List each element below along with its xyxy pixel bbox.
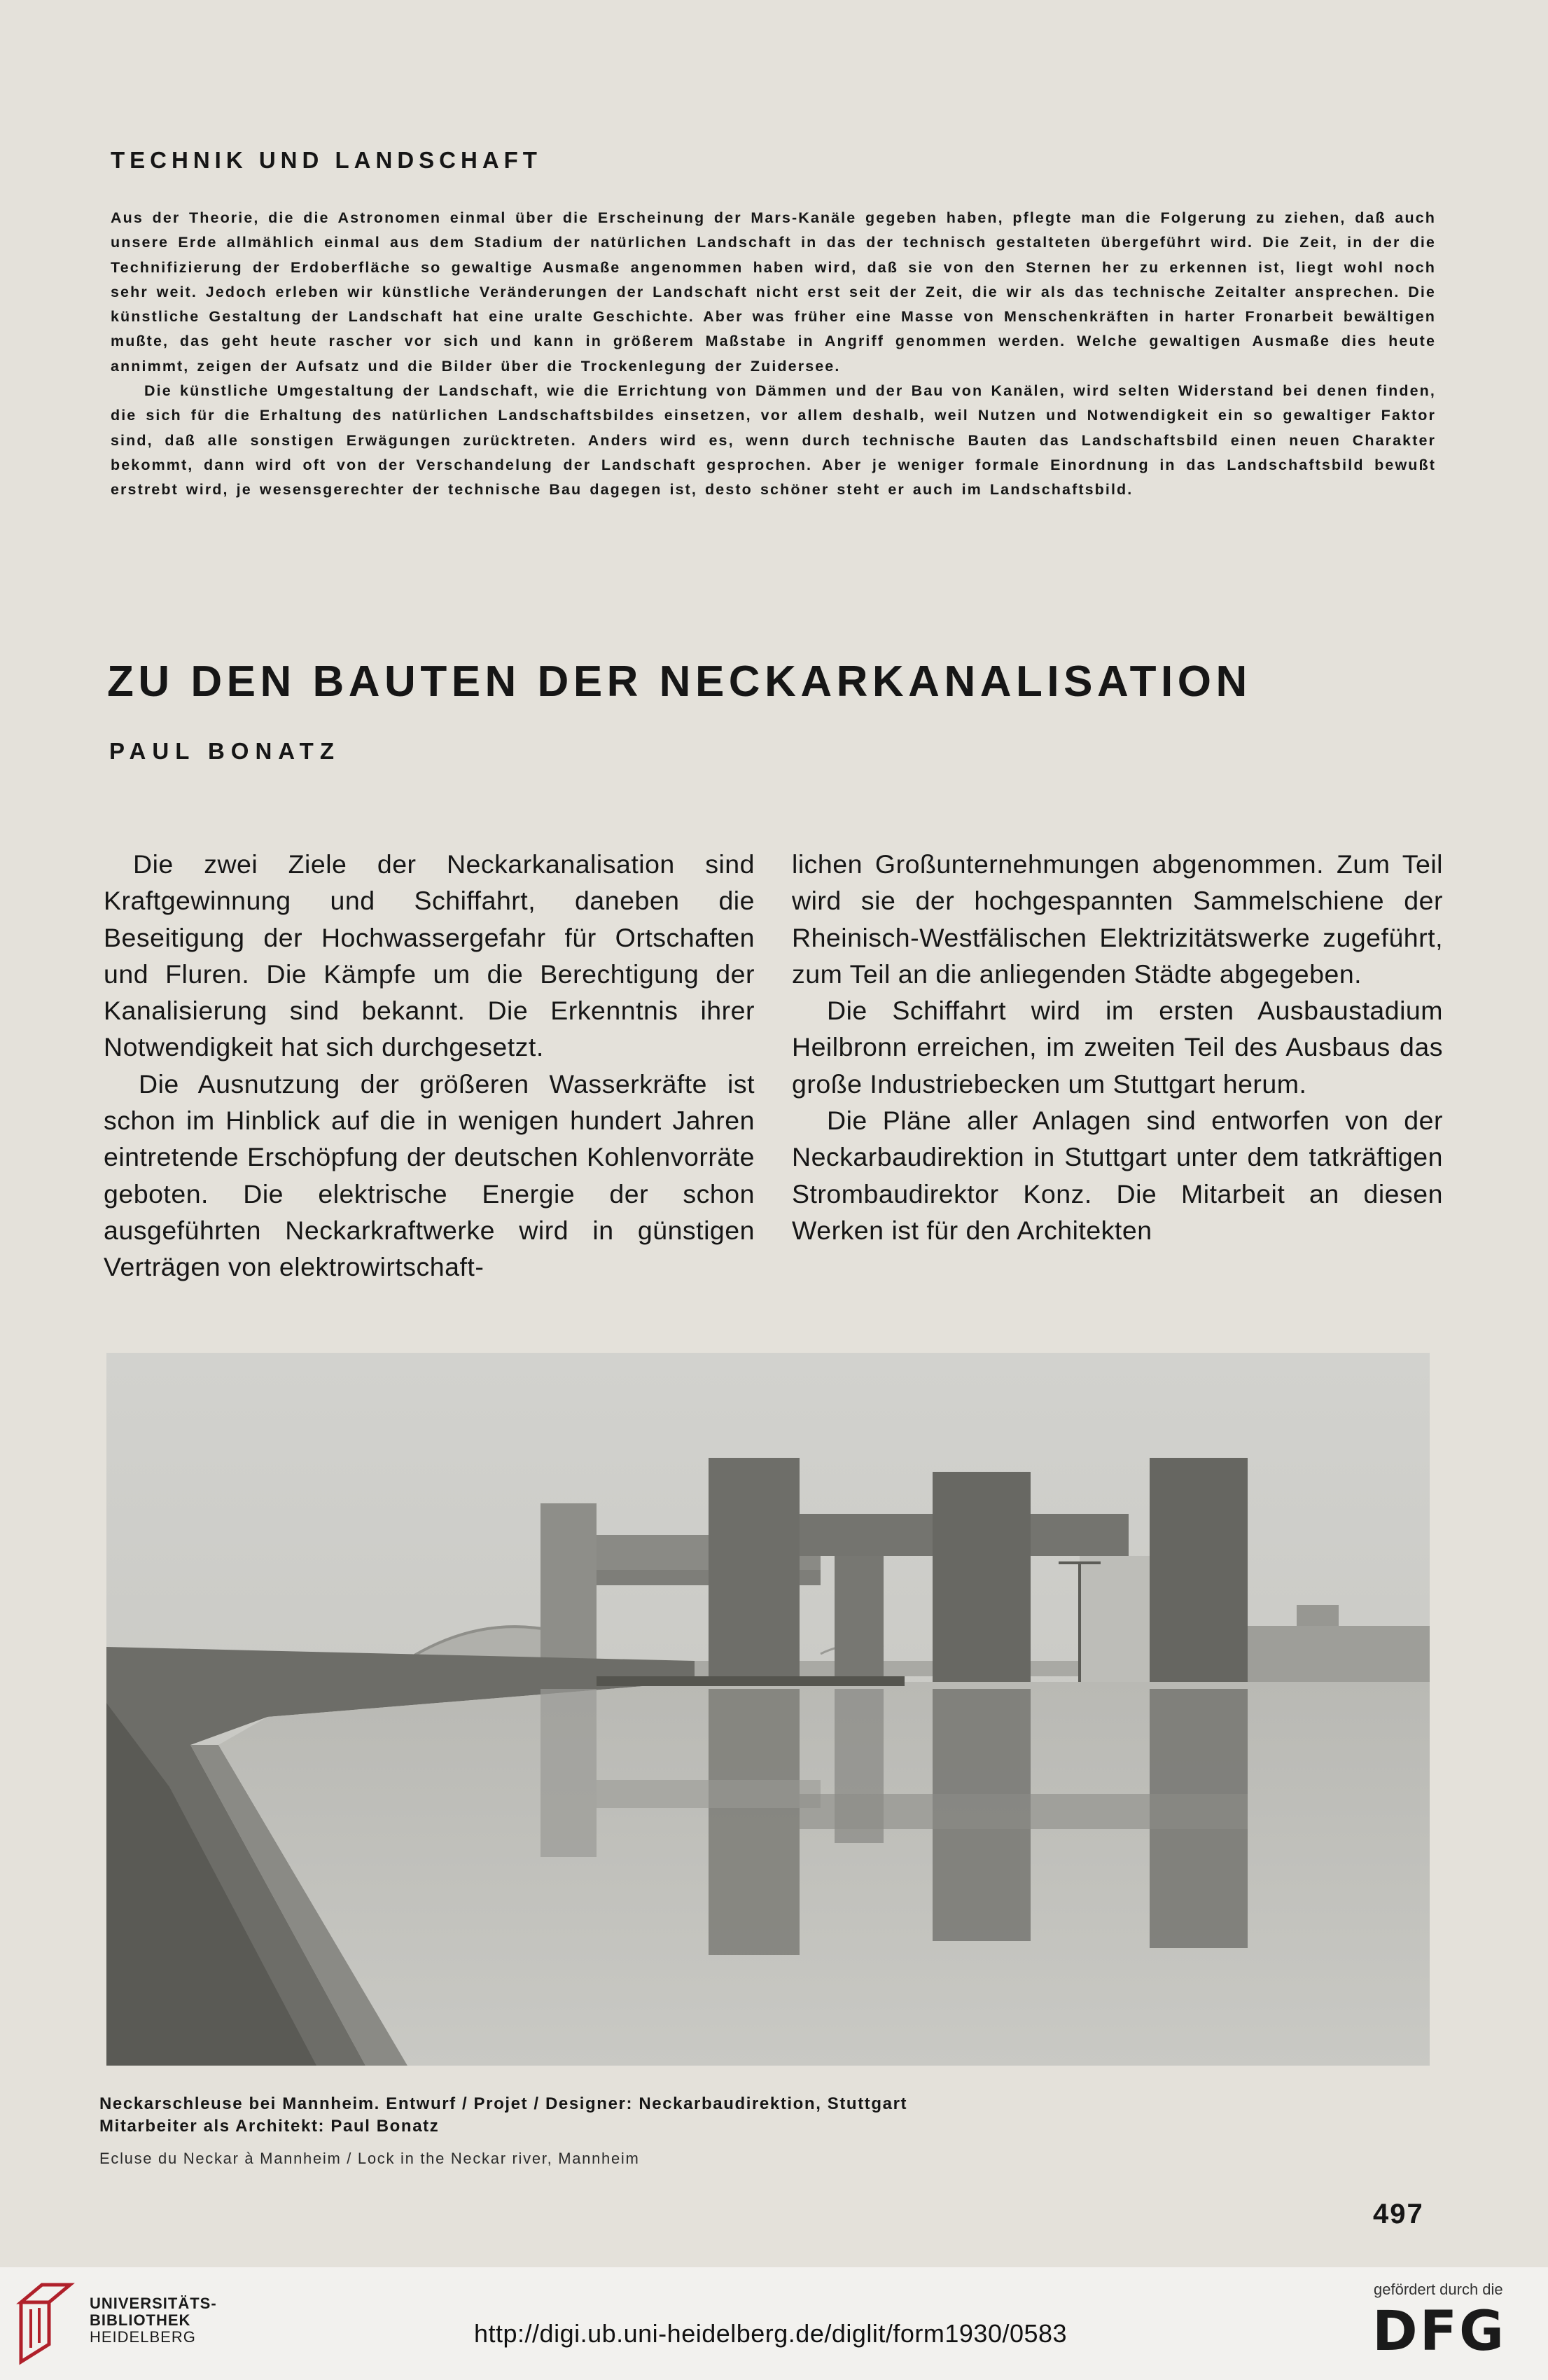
library-logo-icon [14,2281,78,2365]
funded-by-label: gefördert durch die [1374,2281,1503,2298]
caption-translation: Ecluse du Neckar à Mannheim / Lock in the Neckar river, Mannheim [99,2150,640,2167]
body-paragraph: Die Pläne aller Anlagen sind entworfen von der Neckarbaudirektion in Stuttgart unter dem tatkräftigen Strombaudirektor Konz. Die Mitarbeit an diesen Werken ist für den Architekten [792,1106,1443,1245]
intro-paragraph: Aus der Theorie, die die Astronomen einmal über die Erscheinung der Mars-Kanäle gegeben haben, pflegte man die Folgerung zu ziehen, daß auch unsere Erde allmählich einmal aus dem Stadium der natürlichen Landschaft in das der technisch gestalteten übergeführt wird. Die Zeit, in der die Technifizierung der Erdoberfläche so gewaltige Ausmaße angenommen haben wird, daß sie von den Sternen her zu erkennen ist, liegt wohl noch sehr weit. Jedoch erleben wir künstliche Veränderungen der Landschaft nicht erst seit der Zeit, die wir als das technische Zeitalter ansprechen. Die künstliche Gestaltung der Landschaft hat eine uralte Geschichte. Aber was früher eine Masse von Menschenkräften in harter Fronarbeit bewältigen mußte, das geht heute rascher vor sich und kann in größerem Maßstabe in Angriff genommen werden. Welche gewaltigen Ausmaße dies heute annimmt, zeigen der Aufsatz und die Bilder über die Trockenlegung der Zuidersee. [111,209,1436,375]
right-column [792,846,1443,1248]
article-author: PAUL BONATZ [109,738,340,764]
caption-line: Mitarbeiter als Architekt: Paul Bonatz [99,2117,440,2136]
page-number: 497 [1373,2199,1424,2229]
library-line: BIBLIOTHEK [90,2311,191,2329]
caption-line: Neckarschleuse bei Mannheim. Entwurf / Projet / Designer: Neckarbaudirektion, Stuttgart [99,2094,908,2113]
body-paragraph: Die Schiffahrt wird im ersten Ausbaustadium Heilbronn erreichen, im zweiten Teil des Ausbaus das große Industriebecken um Stuttgart herum. [792,996,1443,1099]
intro-text [111,206,1436,503]
figure-caption [99,2093,907,2138]
library-line: HEIDELBERG [90,2328,196,2346]
body-paragraph: lichen Großunternehmungen abgenommen. Zum Teil wird sie der hochgespannten Sammelschiene der Rheinisch-Westfälischen Elektrizitätswerke zugeführt, zum Teil an die anliegenden Städte abgegeben. [792,849,1443,989]
library-line: UNIVERSITÄTS- [90,2295,217,2312]
section-heading: TECHNIK UND LANDSCHAFT [111,147,542,173]
article-title: ZU DEN BAUTEN DER NECKARKANALISATION [107,657,1252,706]
intro-paragraph: Die künstliche Umgestaltung der Landschaft, wie die Errichtung von Dämmen und der Bau von Kanälen, wird selten Widerstand bei denen finden, die sich für die Erhaltung des natürlichen Landschaftsbildes einsetzen, vor allem deshalb, weil Nutzen und Notwendigkeit ein so gewaltiger Faktor sind, daß alle sonstigen Erwägungen zurücktreten. Anders wird es, wenn durch technische Bauten das Landschaftsbild einen neuen Charakter bekommt, dann wird oft von der Verschandelung der Landschaft gesprochen. Aber je weniger formale Einordnung in das Landschaftsbild bewußt erstrebt wird, je wesensgerechter der technische Bau dagegen ist, desto schöner steht er auch im Landschaftsbild. [111,382,1436,499]
left-column [104,846,755,1286]
body-paragraph: Die Ausnutzung der größeren Wasserkräfte ist schon im Hinblick auf die in wenigen hundert Jahren eintretende Erschöpfung der deutschen Kohlenvorräte geboten. Die elektrische Energie der schon ausgeführten Neckarkraftwerke wird in günstigen Verträgen von elektrowirtschaft- [104,1069,755,1282]
dfg-logo: DFG [1372,2300,1507,2363]
source-url-link[interactable]: http://digi.ub.uni-heidelberg.de/diglit/form1930/0583 [474,2319,1068,2348]
lock-photograph [106,1353,1430,2066]
library-name [90,2295,217,2346]
body-paragraph: Die zwei Ziele der Neckarkanalisation sind Kraftgewinnung und Schiffahrt, daneben die Beseitigung der Hochwassergefahr für Ortschaften und Fluren. Die Kämpfe um die Berechtigung der Kanalisierung sind bekannt. Die Erkenntnis ihrer Notwendigkeit hat sich durchgesetzt. [104,849,755,1062]
photo-illustration [106,1353,1430,2066]
